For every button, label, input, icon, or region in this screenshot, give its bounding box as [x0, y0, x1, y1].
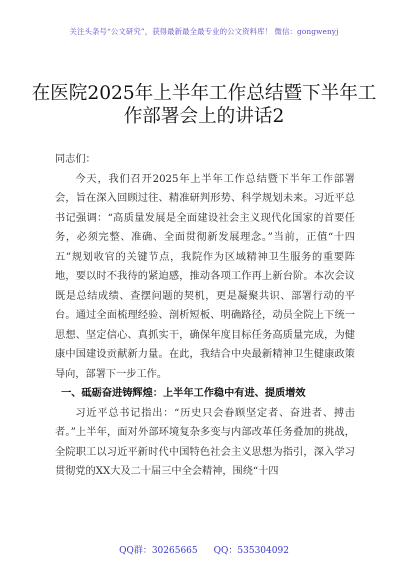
- salutation: 同志们：: [55, 154, 96, 165]
- qq-number: QQ：535304092: [213, 546, 289, 556]
- promo-banner: 关注头条号“公文研究”，获得最新最全最专业的公文资料库！ 微信：gongwenyj: [69, 27, 339, 36]
- section-heading: 一、砥砺奋进铸辉煌：上半年工作稳中有进、提质增效: [61, 387, 306, 399]
- paragraph-section-1: 习近平总书记指出：“历史只会眷顾坚定者、奋进者、搏击者。”上半年，面对外部环境复杂多变与内部改革任务叠加的挑战，全院职工以习近平新时代中国特色社会主义思想为指引，深入学习贯彻党的XX大及二十届三中全会精神，围绕“十四: [55, 407, 355, 477]
- paragraph-intro: 今天，我们召开2025年上半年工作总结暨下半年工作部署会，旨在深入回顾过往、精准研判形势、科学规划未来。习近平总书记强调：“高质量发展是全面建设社会主义现代化国家的首要任务，必须完整、准确、全面贯彻新发展理念。”当前，正值“十四五”规划收官的关键节点，我院作为区域精神卫生服务的重要阵地，要以时不我待的紧迫感，推动各项工作再上新台阶。本次会议既是总结成绩、查摆问题的契机，更是凝聚共识、部署行动的平台。通过全面梳理经验、剖析短板、明确路径，动员全院上下统一思想、坚定信心、真抓实干，确保年度目标任务高质量完成，为健康中国建设贡献新力量。在此，我结合中央最新精神卫生健康政策导向，部署下一步工作。: [55, 173, 355, 380]
- qq-group-number: QQ群：30265665: [119, 546, 198, 556]
- contact-footer: [0, 543, 408, 556]
- document-title: 在医院2025年上半年工作总结暨下半年工作部署会上的讲话2: [31, 83, 377, 127]
- document-body: [55, 150, 355, 482]
